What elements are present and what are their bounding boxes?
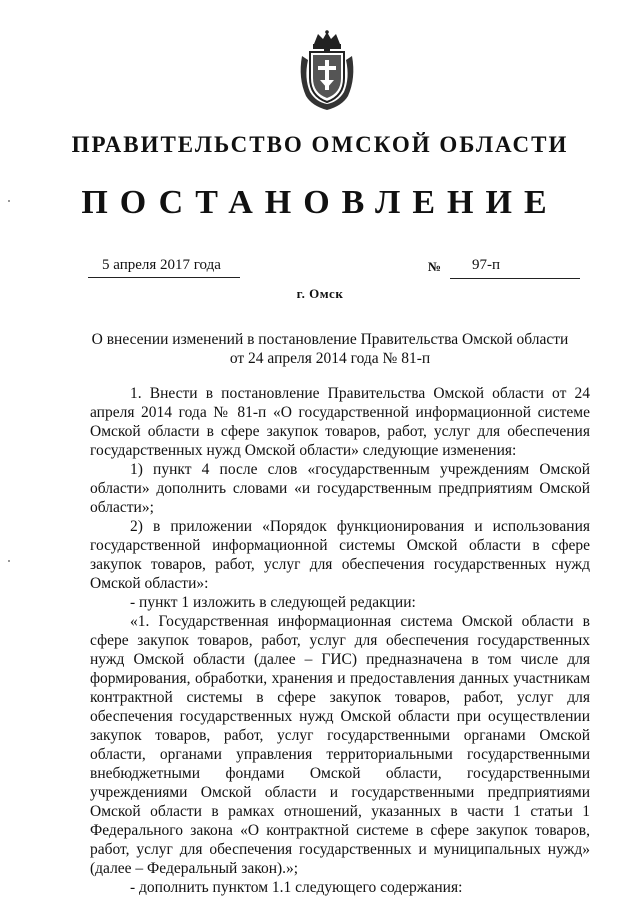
city-name: г. Омск [296,286,344,301]
coat-of-arms-emblem [296,30,358,112]
document-number: 97-п [472,257,501,273]
paragraph-4: - пункт 1 изложить в следующей редакции: [130,594,416,611]
document-body [90,384,590,897]
number-underline [450,257,580,279]
document-type: ПОСТАНОВЛЕНИЕ [81,184,559,221]
scan-speck [8,560,10,562]
scan-speck [8,200,10,202]
paragraph-2: 1) пункт 4 после слов «государственным учреждениям Омской области» дополнить словами «и государственным предприятиям Омской области»; [90,461,590,516]
document-title [80,330,580,368]
number-sign: № [428,259,442,274]
title-line-1: О внесении изменений в постановление Правительства Омской области [91,331,569,348]
document-number-field [428,257,580,278]
paragraph-6: - дополнить пунктом 1.1 следующего содержания: [130,879,463,896]
paragraph-5: «1. Государственная информационная система Омской области в сфере закупок товаров, работ, услуг для обеспечения государственных нужд Омской области (далее – ГИС) предназначена в том числе для формирования, обработки, хранения и предоставления данных участникам контрактной системы в сфере закупок товаров, работ, услуг для обеспечения государственных нужд Омской области при осуществлении закупок товаров, работ, услуг государственными органами Омской области, органами управления территориальными государственными внебюджетными фондами Омской области, государственными учреждениями Омской области и государственными предприятиями Омской области в рамках отношений, указанных в части 1 статьи 1 Федерального закона «О контрактной системе в сфере закупок товаров, работ, услуг для обеспечения государственных и муниципальных нужд» (далее – Федеральный закон).»; [90,613,590,877]
government-name: ПРАВИТЕЛЬСТВО ОМСКОЙ ОБЛАСТИ [71,132,569,157]
document-date: 5 апреля 2017 года [88,257,240,278]
paragraph-1: 1. Внести в постановление Правительства Омской области от 24 апреля 2014 года № 81-п «О государственной информационной системе Омской области в сфере закупок товаров, работ, услуг для обеспечения государственных нужд Омской области» следующие изменения: [90,385,590,459]
paragraph-3: 2) в приложении «Порядок функционирования и использования государственной информационной системы Омской области в сфере закупок товаров, работ, услуг для обеспечения государственных нужд Омской области»: [90,518,590,592]
title-line-2: от 24 апреля 2014 года № 81-п [229,350,431,367]
